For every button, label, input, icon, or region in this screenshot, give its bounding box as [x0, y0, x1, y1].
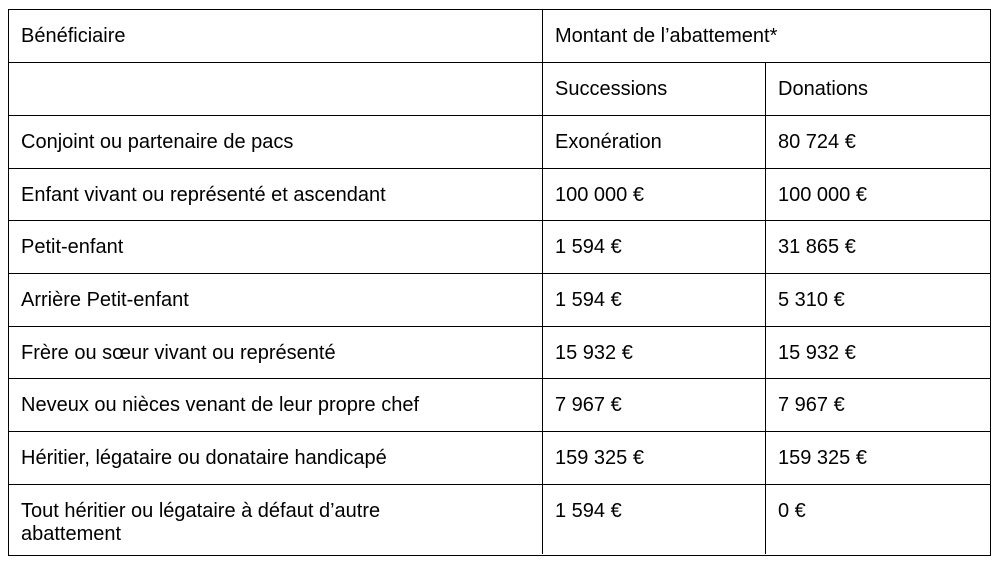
table-row [9, 116, 990, 169]
successions-cell: 1 594 € [543, 221, 766, 273]
table-row [9, 485, 990, 554]
table-row [9, 379, 990, 432]
successions-cell: 7 967 € [543, 379, 766, 431]
abatement-table [8, 9, 991, 556]
donations-cell: 31 865 € [778, 236, 856, 258]
successions-cell: 1 594 € [543, 485, 766, 554]
table-row [9, 274, 990, 327]
beneficiary-cell: Héritier, légataire ou donataire handicapé [9, 432, 543, 484]
beneficiary-cell: Enfant vivant ou représenté et ascendant [9, 169, 543, 220]
beneficiary-cell: Conjoint ou partenaire de pacs [9, 116, 543, 168]
table-row [9, 327, 990, 379]
header-row [9, 10, 990, 63]
beneficiary-cell: Frère ou sœur vivant ou représenté [9, 327, 543, 378]
donations-cell: 0 € [778, 500, 806, 522]
beneficiary-cell: Neveux ou nièces venant de leur propre chef [9, 379, 543, 431]
subheader-row [9, 63, 990, 116]
successions-cell: 100 000 € [543, 169, 766, 220]
donations-cell: 15 932 € [778, 342, 856, 364]
successions-cell: Exonération [543, 116, 766, 168]
donations-cell: 7 967 € [778, 394, 845, 416]
header-donations: Donations [778, 78, 869, 100]
header-amount: Montant de l’abattement* [555, 25, 778, 47]
beneficiary-cell: Tout héritier ou légataire à défaut d’autre abattement [9, 485, 543, 554]
table-row [9, 221, 990, 274]
header-beneficiary: Bénéficiaire [9, 10, 543, 62]
successions-cell: 15 932 € [543, 327, 766, 378]
successions-cell: 1 594 € [543, 274, 766, 326]
beneficiary-cell: Arrière Petit-enfant [9, 274, 543, 326]
donations-cell: 80 724 € [778, 131, 856, 153]
table-row [9, 432, 990, 485]
donations-cell: 159 325 € [778, 447, 867, 469]
donations-cell: 100 000 € [778, 184, 867, 206]
header-successions: Successions [543, 63, 766, 115]
subheader-empty [9, 63, 543, 115]
donations-cell: 5 310 € [778, 289, 845, 311]
successions-cell: 159 325 € [543, 432, 766, 484]
table-row [9, 169, 990, 221]
beneficiary-cell: Petit-enfant [9, 221, 543, 273]
